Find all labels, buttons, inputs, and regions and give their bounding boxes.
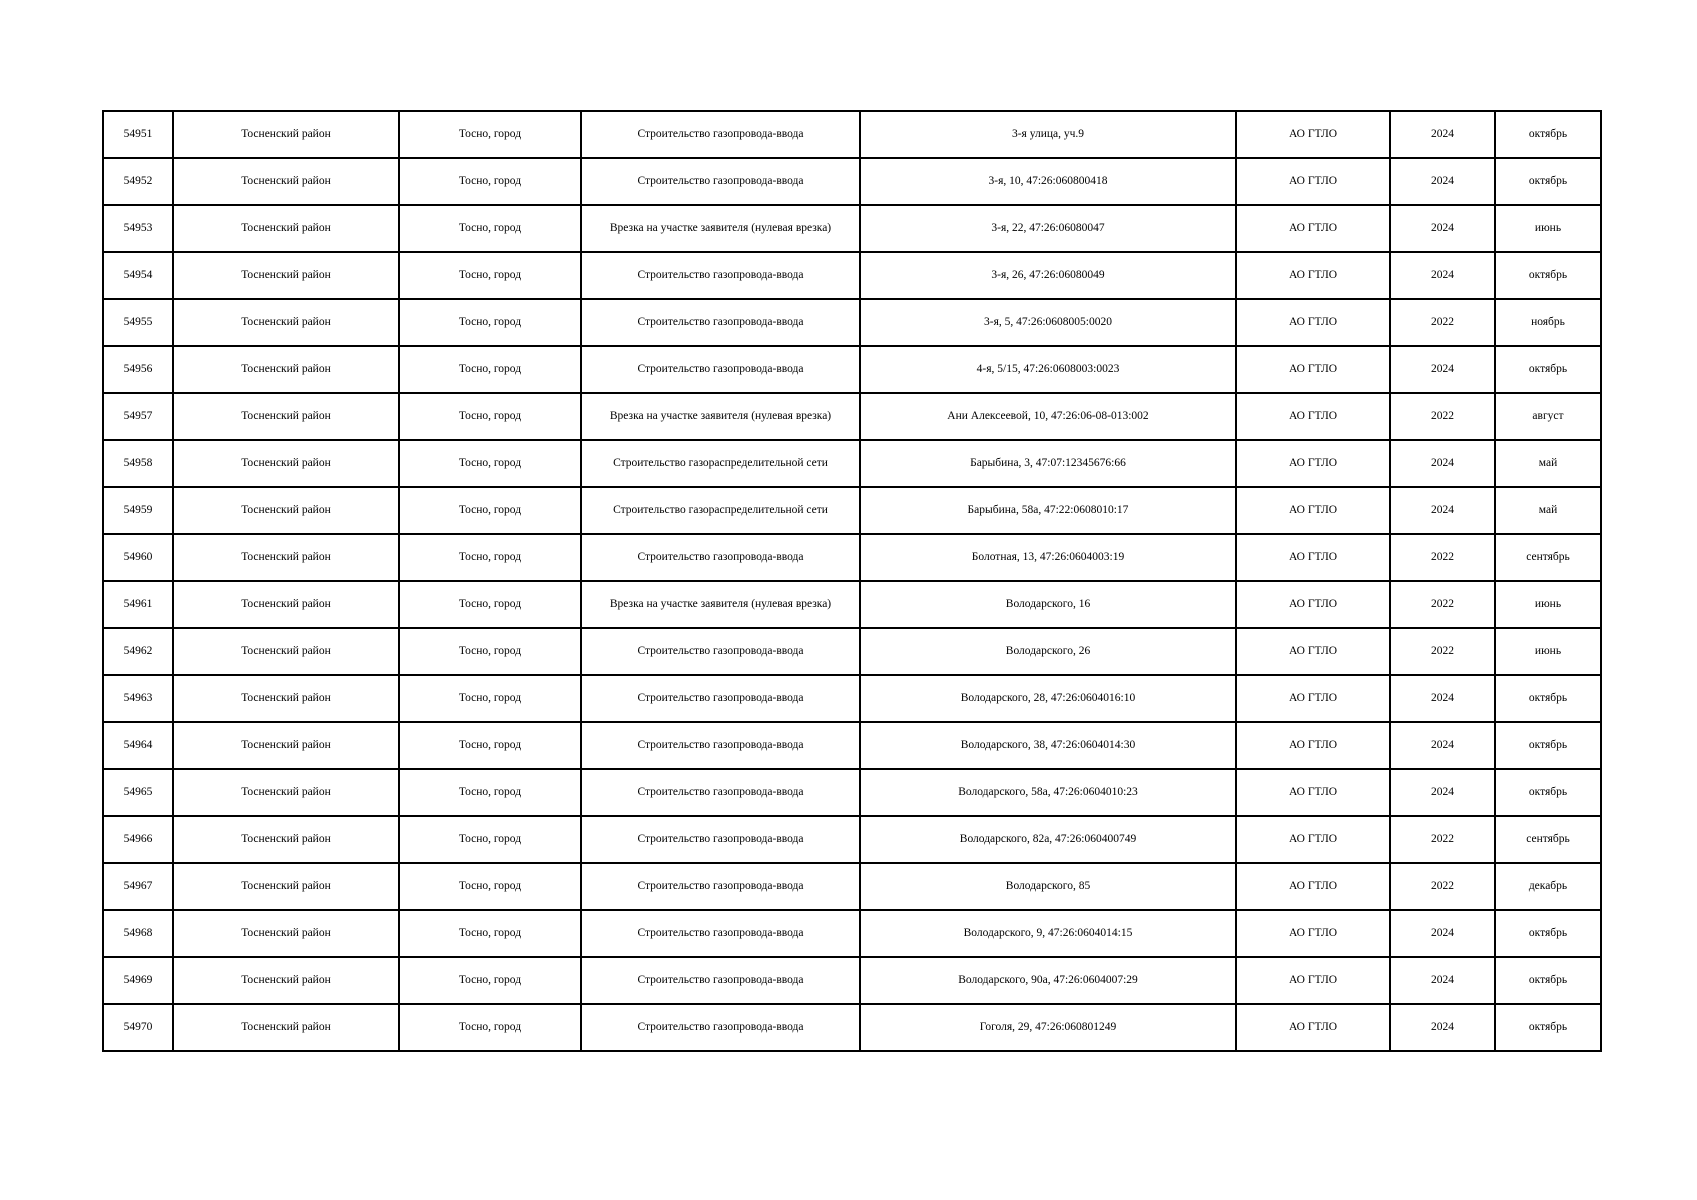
cell-month: май: [1495, 440, 1601, 487]
cell-month: октябрь: [1495, 1004, 1601, 1051]
cell-work-type: Строительство газопровода-ввода: [581, 722, 860, 769]
cell-address: Барыбина, 58а, 47:22:0608010:17: [860, 487, 1236, 534]
table-row: [103, 816, 1601, 863]
cell-year: 2022: [1390, 534, 1495, 581]
cell-month: май: [1495, 487, 1601, 534]
cell-number: 54958: [103, 440, 173, 487]
cell-work-type: Строительство газопровода-ввода: [581, 816, 860, 863]
cell-locality: Тосно, город: [399, 675, 581, 722]
cell-month: октябрь: [1495, 910, 1601, 957]
table-body: [103, 111, 1601, 1051]
cell-month: июнь: [1495, 581, 1601, 628]
cell-address: 3-я улица, уч.9: [860, 111, 1236, 158]
cell-number: 54965: [103, 769, 173, 816]
cell-number: 54968: [103, 910, 173, 957]
cell-organization: АО ГТЛО: [1236, 628, 1390, 675]
cell-district: Тосненский район: [173, 205, 399, 252]
cell-year: 2024: [1390, 487, 1495, 534]
cell-number: 54966: [103, 816, 173, 863]
cell-year: 2022: [1390, 299, 1495, 346]
cell-organization: АО ГТЛО: [1236, 863, 1390, 910]
cell-month: октябрь: [1495, 722, 1601, 769]
gas-connection-table: [102, 110, 1602, 1052]
cell-work-type: Строительство газораспределительной сети: [581, 487, 860, 534]
cell-locality: Тосно, город: [399, 910, 581, 957]
cell-locality: Тосно, город: [399, 816, 581, 863]
cell-locality: Тосно, город: [399, 299, 581, 346]
cell-address: 3-я, 26, 47:26:06080049: [860, 252, 1236, 299]
cell-year: 2024: [1390, 111, 1495, 158]
cell-work-type: Строительство газопровода-ввода: [581, 910, 860, 957]
cell-district: Тосненский район: [173, 675, 399, 722]
cell-year: 2024: [1390, 957, 1495, 1004]
cell-year: 2024: [1390, 722, 1495, 769]
cell-month: август: [1495, 393, 1601, 440]
cell-district: Тосненский район: [173, 722, 399, 769]
cell-organization: АО ГТЛО: [1236, 393, 1390, 440]
cell-month: сентябрь: [1495, 816, 1601, 863]
cell-address: 3-я, 10, 47:26:060800418: [860, 158, 1236, 205]
cell-number: 54962: [103, 628, 173, 675]
cell-year: 2022: [1390, 581, 1495, 628]
cell-number: 54969: [103, 957, 173, 1004]
table-row: [103, 534, 1601, 581]
cell-number: 54959: [103, 487, 173, 534]
cell-work-type: Строительство газопровода-ввода: [581, 158, 860, 205]
cell-organization: АО ГТЛО: [1236, 252, 1390, 299]
cell-number: 54961: [103, 581, 173, 628]
cell-year: 2022: [1390, 628, 1495, 675]
cell-organization: АО ГТЛО: [1236, 346, 1390, 393]
cell-district: Тосненский район: [173, 769, 399, 816]
table-row: [103, 252, 1601, 299]
cell-organization: АО ГТЛО: [1236, 487, 1390, 534]
cell-work-type: Строительство газопровода-ввода: [581, 252, 860, 299]
cell-locality: Тосно, город: [399, 487, 581, 534]
cell-organization: АО ГТЛО: [1236, 299, 1390, 346]
cell-number: 54953: [103, 205, 173, 252]
cell-number: 54964: [103, 722, 173, 769]
table-row: [103, 910, 1601, 957]
cell-locality: Тосно, город: [399, 863, 581, 910]
cell-district: Тосненский район: [173, 299, 399, 346]
cell-work-type: Строительство газораспределительной сети: [581, 440, 860, 487]
cell-work-type: Строительство газопровода-ввода: [581, 628, 860, 675]
cell-address: 3-я, 5, 47:26:0608005:0020: [860, 299, 1236, 346]
table-row: [103, 957, 1601, 1004]
cell-month: ноябрь: [1495, 299, 1601, 346]
cell-organization: АО ГТЛО: [1236, 440, 1390, 487]
cell-organization: АО ГТЛО: [1236, 722, 1390, 769]
cell-month: декабрь: [1495, 863, 1601, 910]
table-row: [103, 487, 1601, 534]
cell-organization: АО ГТЛО: [1236, 675, 1390, 722]
cell-month: октябрь: [1495, 111, 1601, 158]
cell-year: 2024: [1390, 440, 1495, 487]
cell-organization: АО ГТЛО: [1236, 581, 1390, 628]
cell-work-type: Врезка на участке заявителя (нулевая врезка): [581, 205, 860, 252]
cell-locality: Тосно, город: [399, 393, 581, 440]
cell-work-type: Строительство газопровода-ввода: [581, 675, 860, 722]
cell-month: октябрь: [1495, 252, 1601, 299]
cell-month: июнь: [1495, 205, 1601, 252]
cell-locality: Тосно, город: [399, 628, 581, 675]
table-row: [103, 440, 1601, 487]
cell-number: 54960: [103, 534, 173, 581]
cell-address: Володарского, 85: [860, 863, 1236, 910]
cell-month: октябрь: [1495, 158, 1601, 205]
cell-work-type: Строительство газопровода-ввода: [581, 863, 860, 910]
cell-month: сентябрь: [1495, 534, 1601, 581]
cell-district: Тосненский район: [173, 910, 399, 957]
cell-year: 2024: [1390, 158, 1495, 205]
cell-organization: АО ГТЛО: [1236, 957, 1390, 1004]
cell-district: Тосненский район: [173, 440, 399, 487]
cell-district: Тосненский район: [173, 393, 399, 440]
cell-number: 54957: [103, 393, 173, 440]
cell-district: Тосненский район: [173, 581, 399, 628]
cell-work-type: Строительство газопровода-ввода: [581, 769, 860, 816]
cell-district: Тосненский район: [173, 534, 399, 581]
cell-address: Ани Алексеевой, 10, 47:26:06-08-013:002: [860, 393, 1236, 440]
cell-district: Тосненский район: [173, 957, 399, 1004]
table-row: [103, 628, 1601, 675]
cell-work-type: Строительство газопровода-ввода: [581, 346, 860, 393]
cell-district: Тосненский район: [173, 487, 399, 534]
cell-locality: Тосно, город: [399, 440, 581, 487]
cell-year: 2024: [1390, 252, 1495, 299]
cell-year: 2024: [1390, 1004, 1495, 1051]
cell-address: Болотная, 13, 47:26:0604003:19: [860, 534, 1236, 581]
table-row: [103, 581, 1601, 628]
cell-locality: Тосно, город: [399, 957, 581, 1004]
table-row: [103, 111, 1601, 158]
cell-address: Володарского, 82а, 47:26:060400749: [860, 816, 1236, 863]
cell-address: Володарского, 26: [860, 628, 1236, 675]
cell-organization: АО ГТЛО: [1236, 1004, 1390, 1051]
cell-district: Тосненский район: [173, 111, 399, 158]
cell-organization: АО ГТЛО: [1236, 816, 1390, 863]
cell-organization: АО ГТЛО: [1236, 205, 1390, 252]
table-row: [103, 158, 1601, 205]
cell-locality: Тосно, город: [399, 1004, 581, 1051]
cell-address: 3-я, 22, 47:26:06080047: [860, 205, 1236, 252]
cell-locality: Тосно, город: [399, 252, 581, 299]
cell-work-type: Строительство газопровода-ввода: [581, 534, 860, 581]
cell-number: 54954: [103, 252, 173, 299]
cell-organization: АО ГТЛО: [1236, 769, 1390, 816]
cell-address: Володарского, 90а, 47:26:0604007:29: [860, 957, 1236, 1004]
cell-locality: Тосно, город: [399, 158, 581, 205]
cell-month: октябрь: [1495, 675, 1601, 722]
cell-work-type: Врезка на участке заявителя (нулевая врезка): [581, 393, 860, 440]
cell-locality: Тосно, город: [399, 534, 581, 581]
cell-year: 2024: [1390, 205, 1495, 252]
cell-address: Гоголя, 29, 47:26:060801249: [860, 1004, 1236, 1051]
cell-number: 54967: [103, 863, 173, 910]
cell-locality: Тосно, город: [399, 205, 581, 252]
cell-locality: Тосно, город: [399, 111, 581, 158]
cell-year: 2022: [1390, 863, 1495, 910]
cell-organization: АО ГТЛО: [1236, 111, 1390, 158]
cell-address: Володарского, 9, 47:26:0604014:15: [860, 910, 1236, 957]
cell-locality: Тосно, город: [399, 722, 581, 769]
cell-locality: Тосно, город: [399, 581, 581, 628]
cell-organization: АО ГТЛО: [1236, 910, 1390, 957]
cell-work-type: Строительство газопровода-ввода: [581, 957, 860, 1004]
table-row: [103, 675, 1601, 722]
table-row: [103, 769, 1601, 816]
cell-address: 4-я, 5/15, 47:26:0608003:0023: [860, 346, 1236, 393]
cell-address: Барыбина, 3, 47:07:12345676:66: [860, 440, 1236, 487]
cell-locality: Тосно, город: [399, 346, 581, 393]
cell-number: 54955: [103, 299, 173, 346]
cell-number: 54956: [103, 346, 173, 393]
cell-year: 2022: [1390, 393, 1495, 440]
cell-work-type: Врезка на участке заявителя (нулевая врезка): [581, 581, 860, 628]
cell-organization: АО ГТЛО: [1236, 534, 1390, 581]
cell-locality: Тосно, город: [399, 769, 581, 816]
cell-district: Тосненский район: [173, 1004, 399, 1051]
cell-month: октябрь: [1495, 769, 1601, 816]
cell-month: июнь: [1495, 628, 1601, 675]
cell-address: Володарского, 58а, 47:26:0604010:23: [860, 769, 1236, 816]
cell-district: Тосненский район: [173, 628, 399, 675]
cell-address: Володарского, 28, 47:26:0604016:10: [860, 675, 1236, 722]
cell-district: Тосненский район: [173, 158, 399, 205]
cell-district: Тосненский район: [173, 346, 399, 393]
table-row: [103, 299, 1601, 346]
cell-work-type: Строительство газопровода-ввода: [581, 1004, 860, 1051]
cell-year: 2024: [1390, 769, 1495, 816]
cell-district: Тосненский район: [173, 863, 399, 910]
table-row: [103, 1004, 1601, 1051]
cell-number: 54951: [103, 111, 173, 158]
cell-year: 2022: [1390, 816, 1495, 863]
table-row: [103, 722, 1601, 769]
cell-month: октябрь: [1495, 957, 1601, 1004]
cell-number: 54963: [103, 675, 173, 722]
cell-address: Володарского, 16: [860, 581, 1236, 628]
cell-number: 54952: [103, 158, 173, 205]
cell-district: Тосненский район: [173, 816, 399, 863]
table-row: [103, 393, 1601, 440]
cell-district: Тосненский район: [173, 252, 399, 299]
cell-year: 2024: [1390, 675, 1495, 722]
cell-month: октябрь: [1495, 346, 1601, 393]
table-row: [103, 346, 1601, 393]
table-row: [103, 205, 1601, 252]
cell-work-type: Строительство газопровода-ввода: [581, 299, 860, 346]
cell-year: 2024: [1390, 346, 1495, 393]
cell-organization: АО ГТЛО: [1236, 158, 1390, 205]
cell-year: 2024: [1390, 910, 1495, 957]
cell-work-type: Строительство газопровода-ввода: [581, 111, 860, 158]
table-row: [103, 863, 1601, 910]
cell-address: Володарского, 38, 47:26:0604014:30: [860, 722, 1236, 769]
cell-number: 54970: [103, 1004, 173, 1051]
